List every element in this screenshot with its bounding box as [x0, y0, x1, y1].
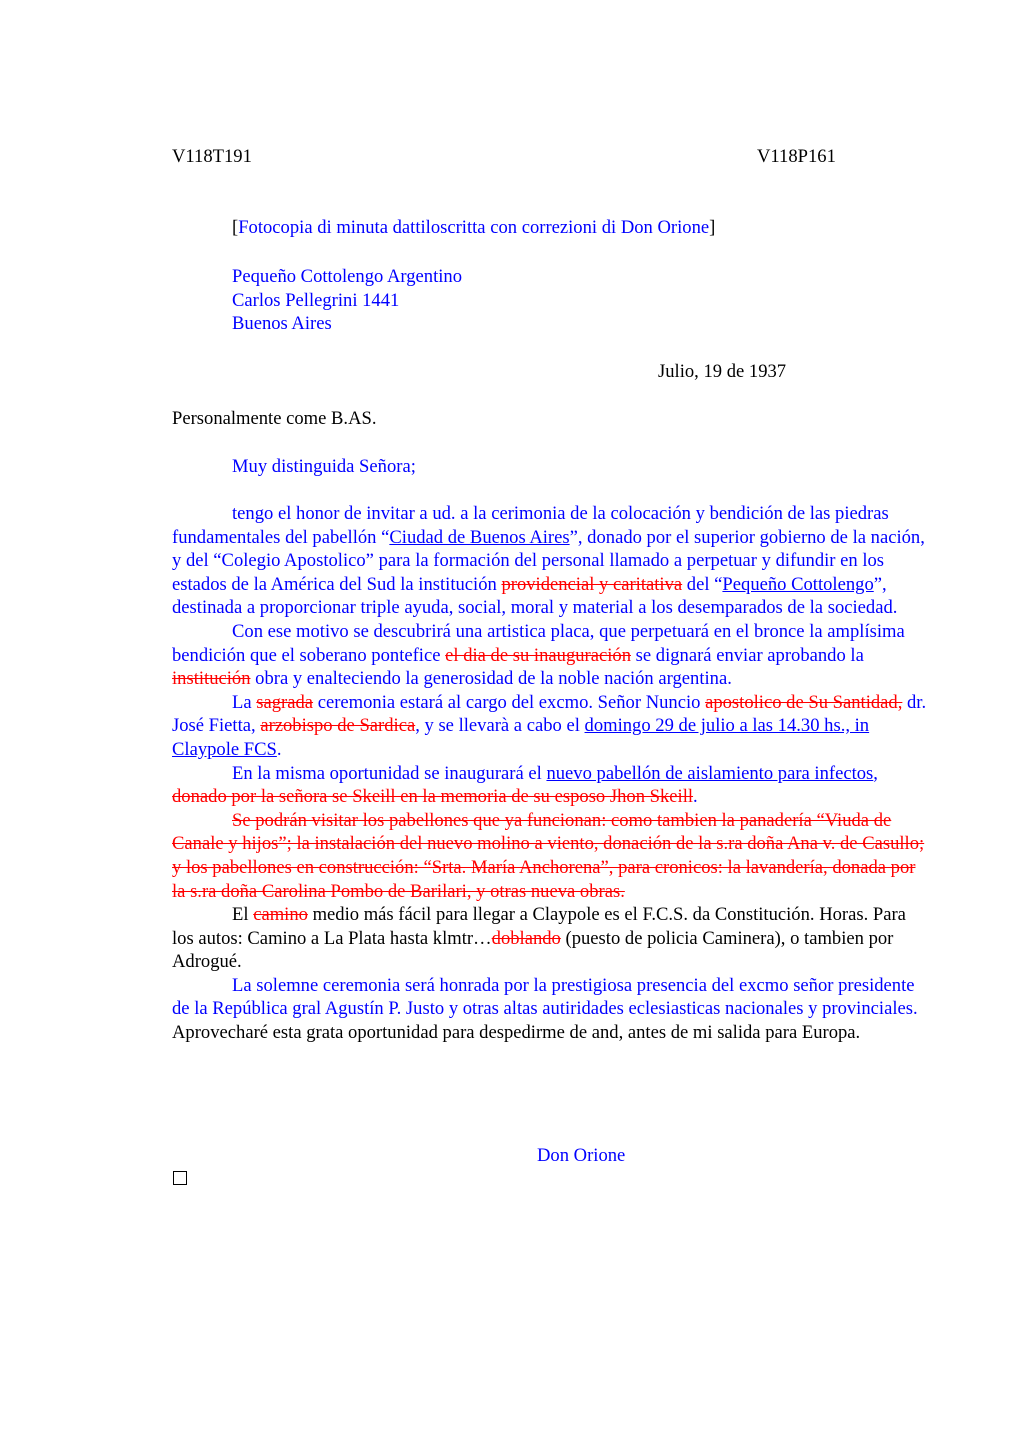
p1-underlined-cottolengo: Pequeño Cottolengo	[722, 573, 874, 595]
p2-text-c: se dignará enviar aprobando la	[631, 644, 864, 666]
p3-text-a: La	[232, 691, 257, 713]
p3-text-e: dr. José Fietta,	[172, 691, 927, 737]
salutation-text: Muy distinguida Señora;	[232, 456, 416, 477]
p1-text-c: ”, donado por el superior gobierno de la nación, y del “Colegio Apostolico” para la formación del personal llamado a perpetuar y difundir en los estados de la América del Sud la institución	[172, 526, 925, 595]
paragraph-2	[172, 620, 932, 691]
p2-deleted-text-1: el dia de su inauguración	[445, 644, 631, 666]
note-bracket-close: ]	[709, 217, 716, 238]
p3-underlined-date: domingo 29 de julio a las 14.30 hs., in Claypole FCS	[172, 715, 870, 760]
personal-note: Personalmente come B.AS.	[172, 408, 377, 429]
paragraph-5	[172, 809, 932, 903]
p7-text-b: Aprovecharé esta grata oportunidad para despedirme de and, antes de mi salida para Europa.	[172, 1022, 861, 1044]
address-line-1: Pequeño Cottolengo Argentino	[232, 266, 462, 287]
p6-text-c: medio más fácil para llegar a Claypole es el F.C.S. da Constitución. Horas. Para los autos: Camino a La Plata hasta klmtr…	[172, 904, 906, 949]
p3-deleted-text-1: sagrada	[256, 691, 314, 713]
p3-deleted-text-2: apostolico de Su Santidad,	[705, 691, 903, 713]
signature: Don Orione	[537, 1145, 626, 1166]
p1-text-a: tengo el honor de invitar a ud. a la cerimonia de la colocación y bendición de las piedras fundamentales del pabellón “	[172, 503, 889, 548]
salutation	[172, 455, 932, 479]
p1-deleted-text: providencial y caritativa	[501, 573, 683, 595]
document-code-left: V118T191	[172, 146, 252, 167]
paragraph-4	[172, 762, 932, 809]
p1-text-g: ”, destinada a proporcionar triple ayuda, social, moral y material a los desemparados de la sociedad.	[172, 573, 898, 619]
letter-date: Julio, 19 de 1937	[658, 361, 787, 382]
p6-deleted-text-1: camino	[253, 904, 308, 926]
letterhead-address	[172, 265, 932, 336]
p4-deleted-text: donado por la señora se Skeill en la memoria de su esposo Jhon Skeill	[172, 786, 694, 808]
p1-text-e: del “	[682, 573, 723, 595]
document-code-right: V118P161	[757, 146, 836, 167]
p2-text-e: obra y enalteciendo la generosidad de la noble nación argentina.	[250, 668, 732, 690]
p3-deleted-text-3: arzobispo de Sardica	[260, 715, 416, 737]
p4-underlined-pavilion: nuevo pabellón de aislamiento para infectos	[546, 762, 874, 784]
p1-underlined-pavilion: Ciudad de Buenos Aires	[389, 526, 570, 548]
p4-text-e: .	[693, 786, 698, 808]
p5-deleted-text: Se podrán visitar los pabellones que ya funcionan: como tambien la panadería “Viuda de Canale y hijos”; la instalación del nuevo molino a viento, donación de la s.ra doña Ana v. de Casullo; y los pabellones en construcción: “Srta. María Anchorena”, para cronicos: la lavandería, donada por la s.ra doña Carolina Pombo de Barilari, y otras nueva obras.	[172, 809, 925, 902]
note-text: Fotocopia di minuta dattiloscritta con correzioni di Don Orione	[238, 217, 710, 238]
p2-text-a: Con ese motivo se descubrirá una artistica placa, que perpetuará en el bronce la amplísima bendición que el soberano pontefice	[172, 620, 905, 666]
paragraph-3	[172, 691, 932, 762]
p3-text-g: , y se llevarà a cabo el	[415, 715, 585, 737]
p4-text-c: ,	[873, 762, 878, 784]
p2-deleted-text-2: institución	[172, 668, 251, 690]
p3-text-i: .	[276, 738, 282, 760]
p4-text-a: En la misma oportunidad se inaugurará el	[232, 762, 547, 784]
editorial-note	[172, 216, 932, 240]
checkbox-icon	[173, 1171, 187, 1185]
paragraph-7	[172, 974, 932, 1045]
p6-text-e: (puesto de policia Caminera), o tambien por Adrogué.	[172, 927, 894, 973]
p3-text-c: ceremonia estará al cargo del excmo. Señor Nuncio	[313, 691, 706, 713]
p6-text-a: El	[232, 904, 254, 926]
letter-body	[172, 502, 932, 1045]
note-bracket-open: [	[232, 217, 239, 238]
p7-text-a: La solemne ceremonia será honrada por la prestigiosa presencia del excmo señor presidente de la República gral Agustín P. Justo y otras altas autiridades eclesiasticas nacionales y provinciales.	[172, 974, 918, 1020]
address-line-3: Buenos Aires	[232, 313, 332, 335]
paragraph-1	[172, 502, 932, 620]
paragraph-6	[172, 903, 932, 974]
p6-deleted-text-2: doblando	[491, 927, 561, 949]
address-line-2: Carlos Pellegrini 1441	[232, 289, 400, 311]
